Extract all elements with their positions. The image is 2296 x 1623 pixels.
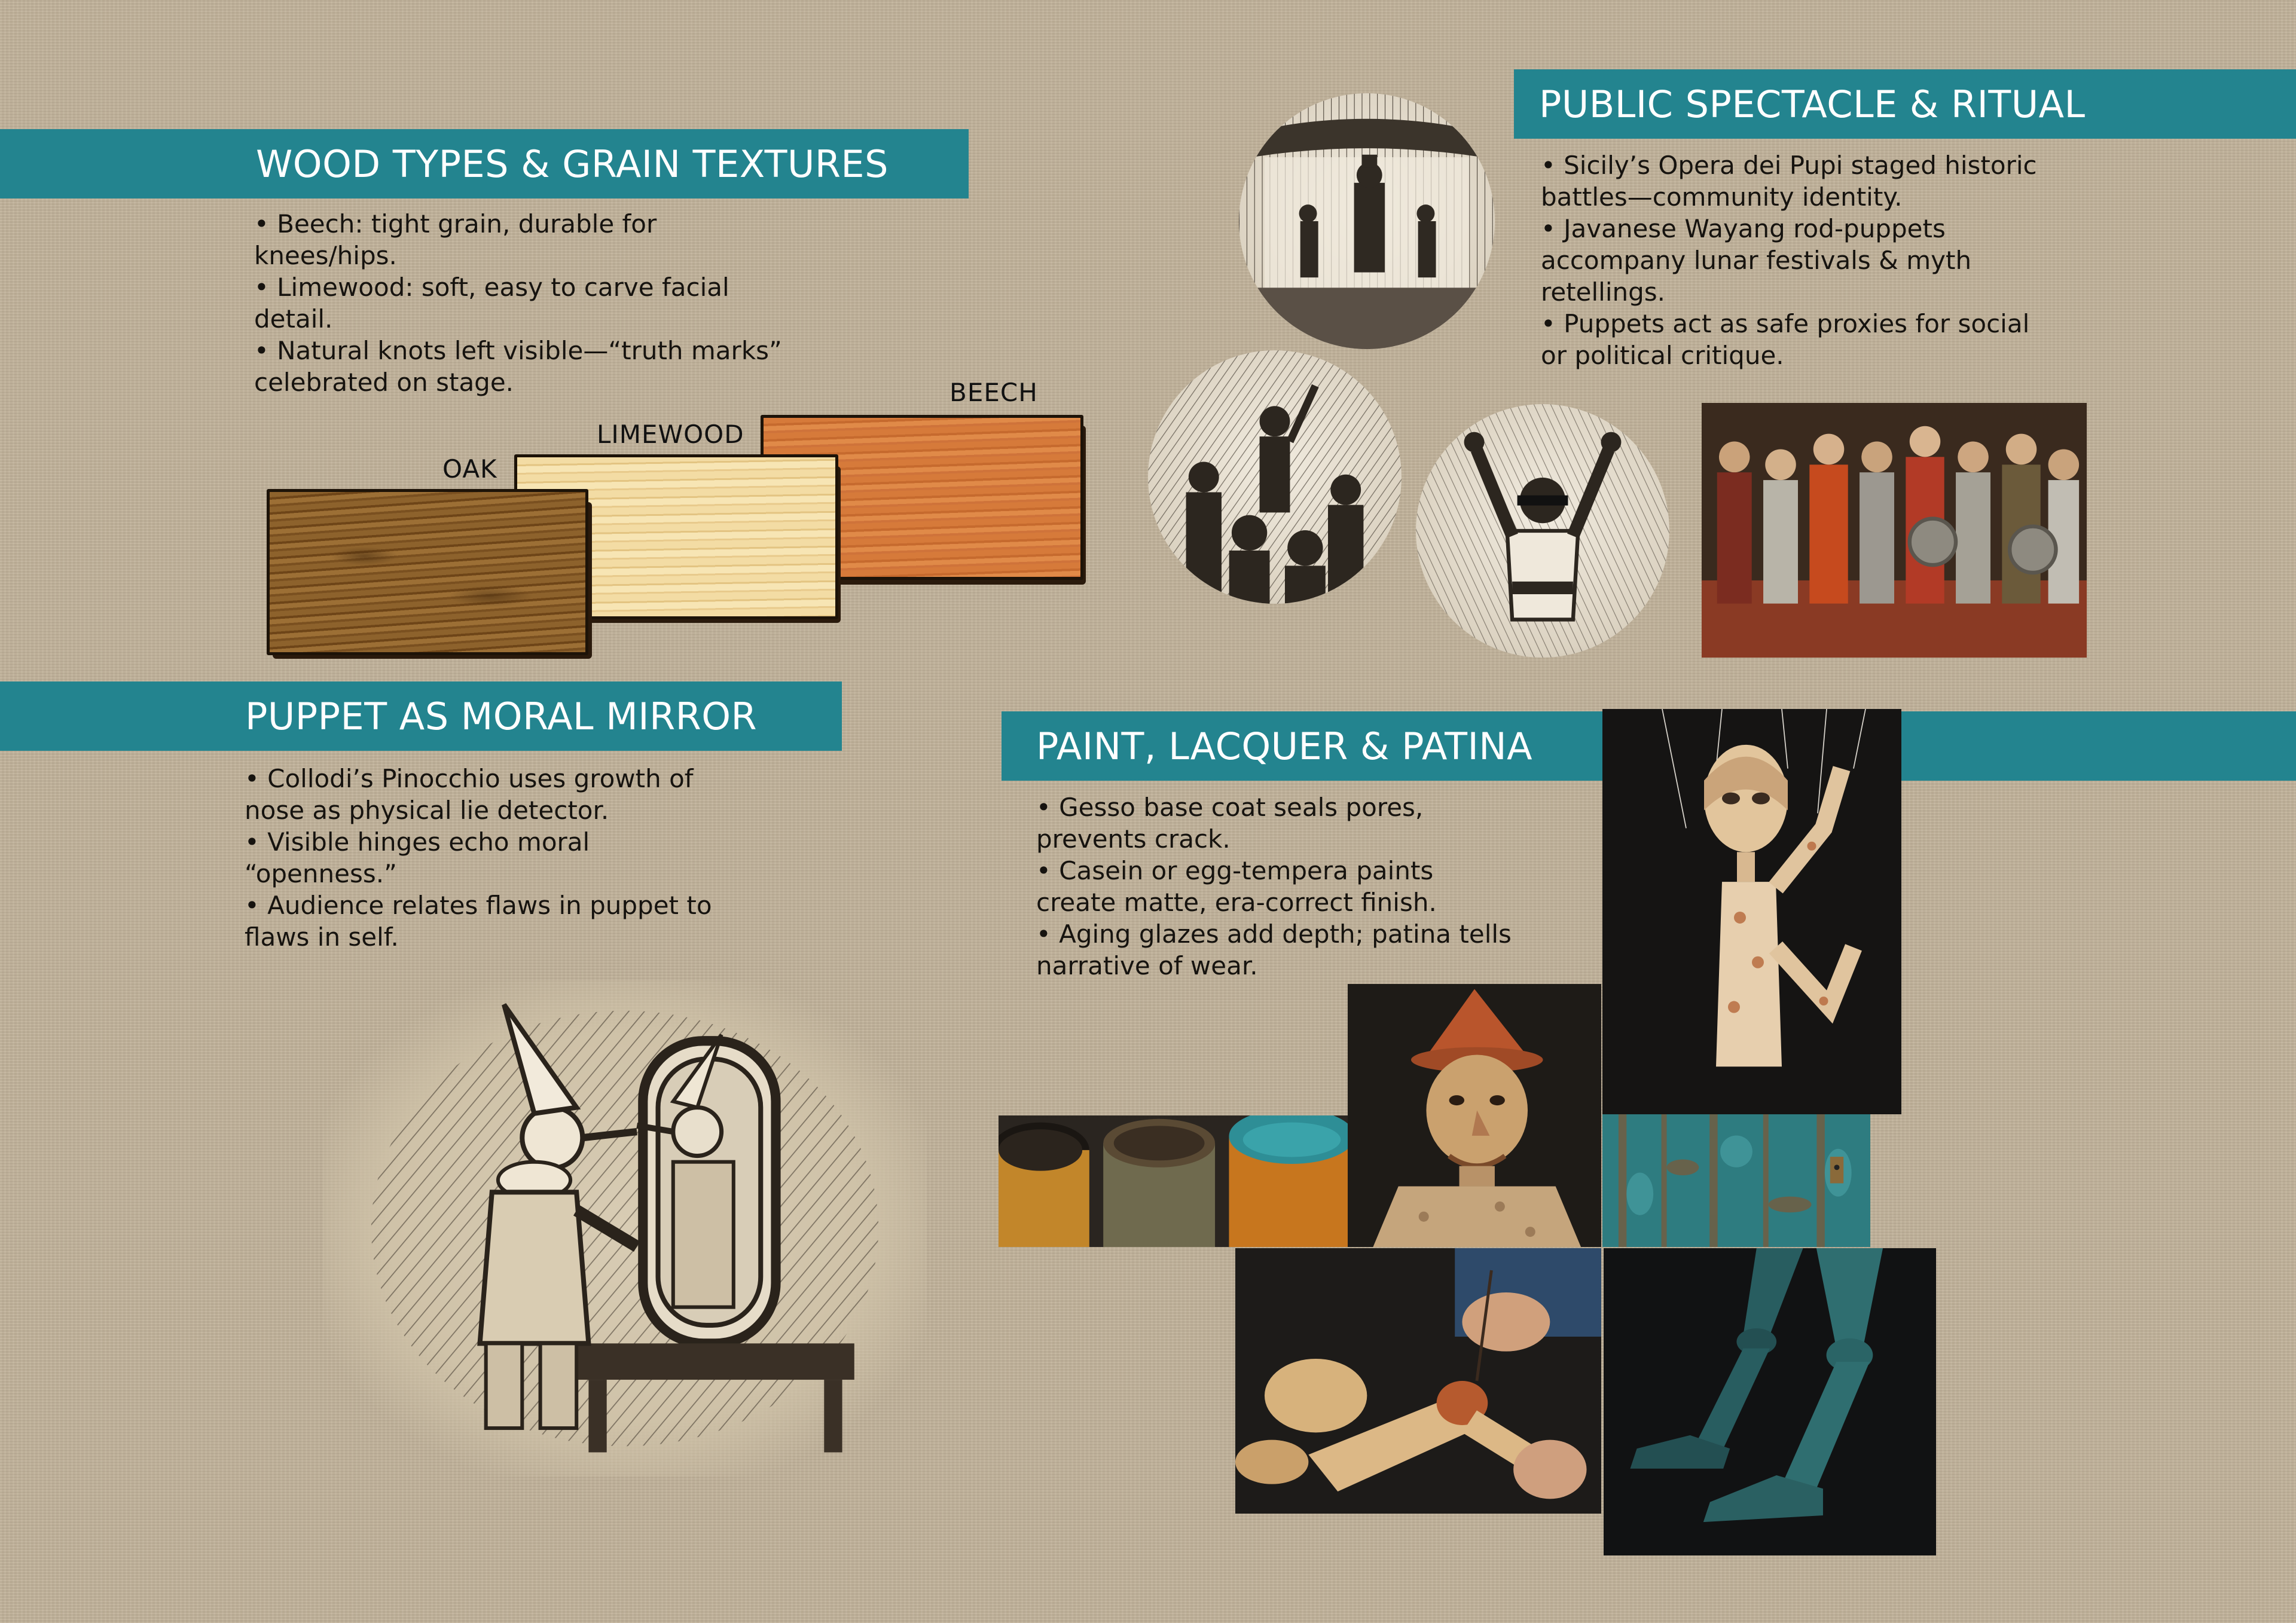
bullet-line: battles—community identity.: [1541, 182, 1903, 212]
spectacle-section-title: PUBLIC SPECTACLE & RITUAL: [1539, 82, 2086, 126]
bullet-line: • Natural knots left visible—“truth marks”: [254, 336, 782, 365]
bullet-line: or political critique.: [1541, 341, 1784, 370]
bullet-line: nose as physical lie detector.: [245, 796, 609, 825]
bullet-line: • Aging glazes add depth; patina tells: [1036, 919, 1512, 949]
pinocchio-mirror-engraving: [323, 980, 927, 1477]
spectacle-section-banner: [1514, 69, 2296, 139]
paint-tins-photo: [999, 1115, 1348, 1247]
bullet-line: retellings.: [1541, 277, 1666, 307]
mirror-section-title: PUPPET AS MORAL MIRROR: [245, 694, 758, 738]
bullet-line: “openness.”: [245, 859, 397, 888]
paint-bullet-list: [1036, 791, 1634, 982]
wood-section-banner: [0, 129, 969, 198]
wood-section-title: WOOD TYPES & GRAIN TEXTURES: [256, 142, 889, 186]
bullet-line: • Sicily’s Opera dei Pupi staged historic: [1541, 151, 2037, 180]
blindfolded-man-engraving: [1416, 404, 1669, 658]
mirror-section-banner: [0, 681, 842, 751]
crowd-engraving: [1148, 350, 1402, 604]
beech-label: BEECH: [949, 378, 1038, 407]
oak-plank: [267, 489, 588, 655]
weathered-teal-wood-photo: [1602, 1114, 1870, 1247]
bullet-line: detail.: [254, 304, 333, 334]
opera-stage-engraving: [1239, 93, 1495, 349]
bullet-line: celebrated on stage.: [254, 368, 514, 397]
hand-painting-puppet-photo: [1235, 1248, 1601, 1514]
bullet-line: • Audience relates flaws in puppet to: [245, 891, 712, 920]
bullet-line: knees/hips.: [254, 241, 397, 270]
bullet-line: flaws in self.: [245, 922, 399, 952]
bullet-line: • Gesso base coat seals pores,: [1036, 793, 1424, 822]
bullet-line: create matte, era-correct finish.: [1036, 888, 1437, 917]
pinocchio-head-photo: [1348, 984, 1601, 1247]
wood-bullet-list: [254, 208, 852, 398]
bullet-line: • Collodi’s Pinocchio uses growth of: [245, 764, 694, 793]
paint-section-title: PAINT, LACQUER & PATINA: [1036, 724, 1533, 768]
bullet-line: • Limewood: soft, easy to carve facial: [254, 273, 729, 302]
bullet-line: • Javanese Wayang rod-puppets: [1541, 214, 1946, 243]
bullet-line: • Visible hinges echo moral: [245, 827, 590, 857]
bullet-line: • Beech: tight grain, durable for: [254, 209, 657, 239]
bullet-line: prevents crack.: [1036, 824, 1231, 854]
sicilian-puppets-photo: [1702, 403, 2087, 658]
bullet-line: narrative of wear.: [1036, 951, 1258, 980]
bullet-line: • Puppets act as safe proxies for social: [1541, 309, 2030, 338]
bullet-line: accompany lunar festivals & myth: [1541, 246, 1972, 275]
oak-label: OAK: [442, 454, 497, 484]
bullet-line: • Casein or egg-tempera paints: [1036, 856, 1434, 885]
limewood-label: LIMEWOOD: [597, 420, 744, 449]
teal-puppet-legs-photo: [1604, 1248, 1936, 1555]
painted-marionette-photo: [1602, 709, 1901, 1114]
spectacle-bullet-list: [1541, 149, 2139, 371]
mirror-bullet-list: [245, 763, 842, 953]
